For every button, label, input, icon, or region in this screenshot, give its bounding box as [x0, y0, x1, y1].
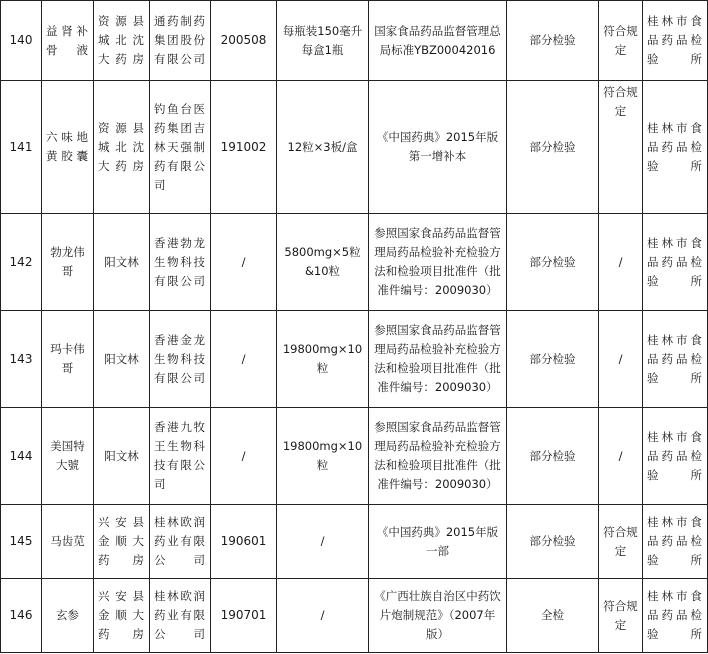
- cell-lab: 桂林市食品药品检验所: [643, 505, 708, 579]
- cell-product: 美国特大號: [42, 408, 94, 505]
- cell-lab: 桂林市食品药品检验所: [643, 81, 708, 214]
- cell-product: 玄参: [42, 579, 94, 653]
- table-row: [1, 214, 708, 311]
- cell-product: 马齿苋: [42, 505, 94, 579]
- cell-item: 部分检验: [507, 505, 599, 579]
- table-row: [1, 408, 708, 505]
- cell-result: 符合规定: [599, 579, 643, 653]
- cell-seller: 阳文林: [94, 408, 150, 505]
- cell-batch: 190601: [211, 505, 277, 579]
- cell-maker: 桂林欧润药业有限公司: [150, 579, 211, 653]
- table-row: [1, 579, 708, 653]
- cell-standard: 参照国家食品药品监督管理局药品检验补充检验方法和检验项目批准件（批准件编号：2009030）: [369, 214, 507, 311]
- table-row: [1, 1, 708, 81]
- cell-item: 部分检验: [507, 1, 599, 81]
- cell-spec: 5800mg×5粒&10粒: [277, 214, 369, 311]
- cell-result: /: [599, 311, 643, 408]
- cell-spec: 每瓶装150毫升每盒1瓶: [277, 1, 369, 81]
- cell-spec: 19800mg×10粒: [277, 311, 369, 408]
- cell-spec: /: [277, 579, 369, 653]
- table-row: [1, 311, 708, 408]
- table-row: [1, 505, 708, 579]
- cell-spec: /: [277, 505, 369, 579]
- cell-lab: 桂林市食品药品检验所: [643, 214, 708, 311]
- cell-item: 部分检验: [507, 408, 599, 505]
- cell-standard: 国家食品药品监督管理总局标准YBZ00042016: [369, 1, 507, 81]
- cell-item: 全检: [507, 579, 599, 653]
- cell-maker: 香港金龙生物科技有限公司: [150, 311, 211, 408]
- cell-seller: 资源县城北沈大药房: [94, 1, 150, 81]
- cell-batch: /: [211, 408, 277, 505]
- cell-item: 部分检验: [507, 81, 599, 214]
- cell-lab: 桂林市食品药品检验所: [643, 311, 708, 408]
- table-row: [1, 81, 708, 214]
- cell-maker: 通药制药集团股份有限公司: [150, 1, 211, 81]
- cell-batch: /: [211, 311, 277, 408]
- cell-batch: 191002: [211, 81, 277, 214]
- cell-batch: 200508: [211, 1, 277, 81]
- cell-result: 符合规定: [599, 81, 643, 214]
- cell-no: 143: [1, 311, 42, 408]
- cell-no: 141: [1, 81, 42, 214]
- cell-standard: 《中国药典》2015年版第一增补本: [369, 81, 507, 214]
- cell-result: /: [599, 408, 643, 505]
- cell-spec: 19800mg×10粒: [277, 408, 369, 505]
- cell-seller: 兴安县金顺大药房: [94, 579, 150, 653]
- cell-seller: 资源县城北沈大药房: [94, 81, 150, 214]
- cell-maker: 香港勃龙生物科技有限公司: [150, 214, 211, 311]
- cell-no: 142: [1, 214, 42, 311]
- cell-product: 益肾补骨液: [42, 1, 94, 81]
- cell-no: 140: [1, 1, 42, 81]
- cell-seller: 阳文林: [94, 311, 150, 408]
- cell-no: 144: [1, 408, 42, 505]
- cell-lab: 桂林市食品药品检验所: [643, 579, 708, 653]
- cell-maker: 钓鱼台医药集团吉林天强制药有限公司: [150, 81, 211, 214]
- cell-standard: 参照国家食品药品监督管理局药品检验补充检验方法和检验项目批准件（批准件编号：2009030）: [369, 311, 507, 408]
- cell-batch: /: [211, 214, 277, 311]
- cell-lab: 桂林市食品药品检验所: [643, 408, 708, 505]
- cell-batch: 190701: [211, 579, 277, 653]
- cell-result: /: [599, 214, 643, 311]
- cell-item: 部分检验: [507, 214, 599, 311]
- cell-item: 部分检验: [507, 311, 599, 408]
- cell-product: 玛卡伟哥: [42, 311, 94, 408]
- cell-seller: 阳文林: [94, 214, 150, 311]
- cell-no: 146: [1, 579, 42, 653]
- cell-standard: 《中国药典》2015年版一部: [369, 505, 507, 579]
- cell-no: 145: [1, 505, 42, 579]
- cell-lab: 桂林市食品药品检验所: [643, 1, 708, 81]
- cell-seller: 兴安县金顺大药房: [94, 505, 150, 579]
- cell-maker: 香港九牧王生物科技有限公司: [150, 408, 211, 505]
- cell-result: 符合规定: [599, 1, 643, 81]
- cell-maker: 桂林欧润药业有限公司: [150, 505, 211, 579]
- cell-standard: 《广西壮族自治区中药饮片炮制规范》（2007年版）: [369, 579, 507, 653]
- cell-spec: 12粒×3板/盒: [277, 81, 369, 214]
- cell-result: 符合规定: [599, 505, 643, 579]
- cell-product: 勃龙伟哥: [42, 214, 94, 311]
- cell-product: 六味地黄胶囊: [42, 81, 94, 214]
- cell-standard: 参照国家食品药品监督管理局药品检验补充检验方法和检验项目批准件（批准件编号：2009030）: [369, 408, 507, 505]
